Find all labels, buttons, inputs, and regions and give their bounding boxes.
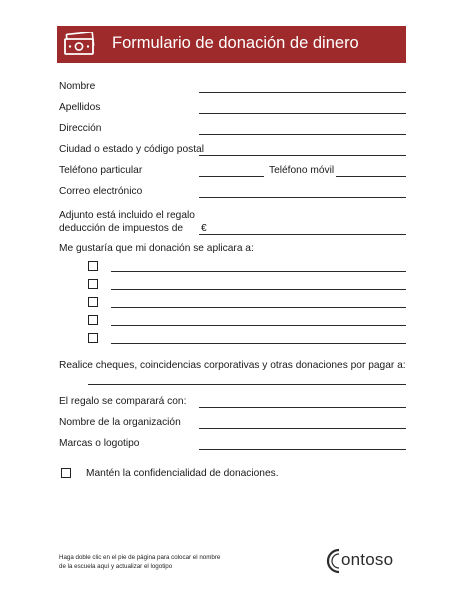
telefono-movil-field[interactable] (336, 176, 406, 177)
label-ciudad: Ciudad o estado y código postal (59, 144, 204, 155)
marcas-field[interactable] (199, 449, 406, 450)
logo-text: ontoso (341, 550, 394, 569)
confidential-label: Mantén la confidencialidad de donaciones. (86, 468, 279, 479)
organizacion-field[interactable] (199, 428, 406, 429)
page-title: Formulario de donación de dinero (112, 34, 359, 52)
allocation-line-1[interactable] (111, 271, 406, 272)
allocation-line-5[interactable] (111, 343, 406, 344)
label-organizacion: Nombre de la organización (59, 417, 181, 428)
allocation-checkbox-4[interactable] (88, 315, 98, 325)
allocation-checkbox-3[interactable] (88, 297, 98, 307)
label-telefono-movil: Teléfono móvil (269, 165, 335, 176)
footer-note-line2: de la escuela aquí y actualizar el logotipo (59, 563, 173, 570)
allocation-line-4[interactable] (111, 325, 406, 326)
ciudad-field[interactable] (199, 155, 406, 156)
label-nombre: Nombre (59, 81, 96, 92)
allocation-checkbox-1[interactable] (88, 261, 98, 271)
payable-to-field[interactable] (88, 384, 406, 385)
allocation-checkbox-5[interactable] (88, 333, 98, 343)
confidential-checkbox[interactable] (61, 468, 71, 478)
apellidos-field[interactable] (199, 113, 406, 114)
currency-symbol: € (201, 223, 207, 234)
allocation-checkbox-2[interactable] (88, 279, 98, 289)
label-adjunto-line1: Adjunto está incluido el regalo (59, 210, 195, 221)
telefono-particular-field[interactable] (199, 176, 264, 177)
label-telefono-particular: Teléfono particular (59, 165, 143, 176)
label-regalo-comparara: El regalo se comparará con: (59, 396, 187, 407)
label-adjunto-line2: deducción de impuestos de (59, 223, 184, 234)
label-marcas: Marcas o logotipo (59, 438, 140, 449)
footer-note[interactable] (59, 553, 220, 571)
money-bill-icon (63, 32, 97, 56)
allocation-line-3[interactable] (111, 307, 406, 308)
label-direccion: Dirección (59, 123, 102, 134)
monto-field[interactable] (199, 234, 406, 235)
label-correo: Correo electrónico (59, 186, 143, 197)
footer-note-line1: Haga doble clic en el pie de página para colocar el nombre (59, 554, 221, 561)
correo-field[interactable] (199, 197, 406, 198)
direccion-field[interactable] (199, 134, 406, 135)
label-apellidos: Apellidos (59, 102, 101, 113)
header-banner (57, 26, 406, 63)
donation-prompt: Me gustaría que mi donación se aplicara a: (59, 243, 254, 254)
payment-prompt: Realice cheques, coincidencias corporativas y otras donaciones por pagar a: (59, 360, 406, 371)
nombre-field[interactable] (199, 92, 406, 93)
regalo-comparara-field[interactable] (199, 407, 406, 408)
allocation-line-2[interactable] (111, 289, 406, 290)
